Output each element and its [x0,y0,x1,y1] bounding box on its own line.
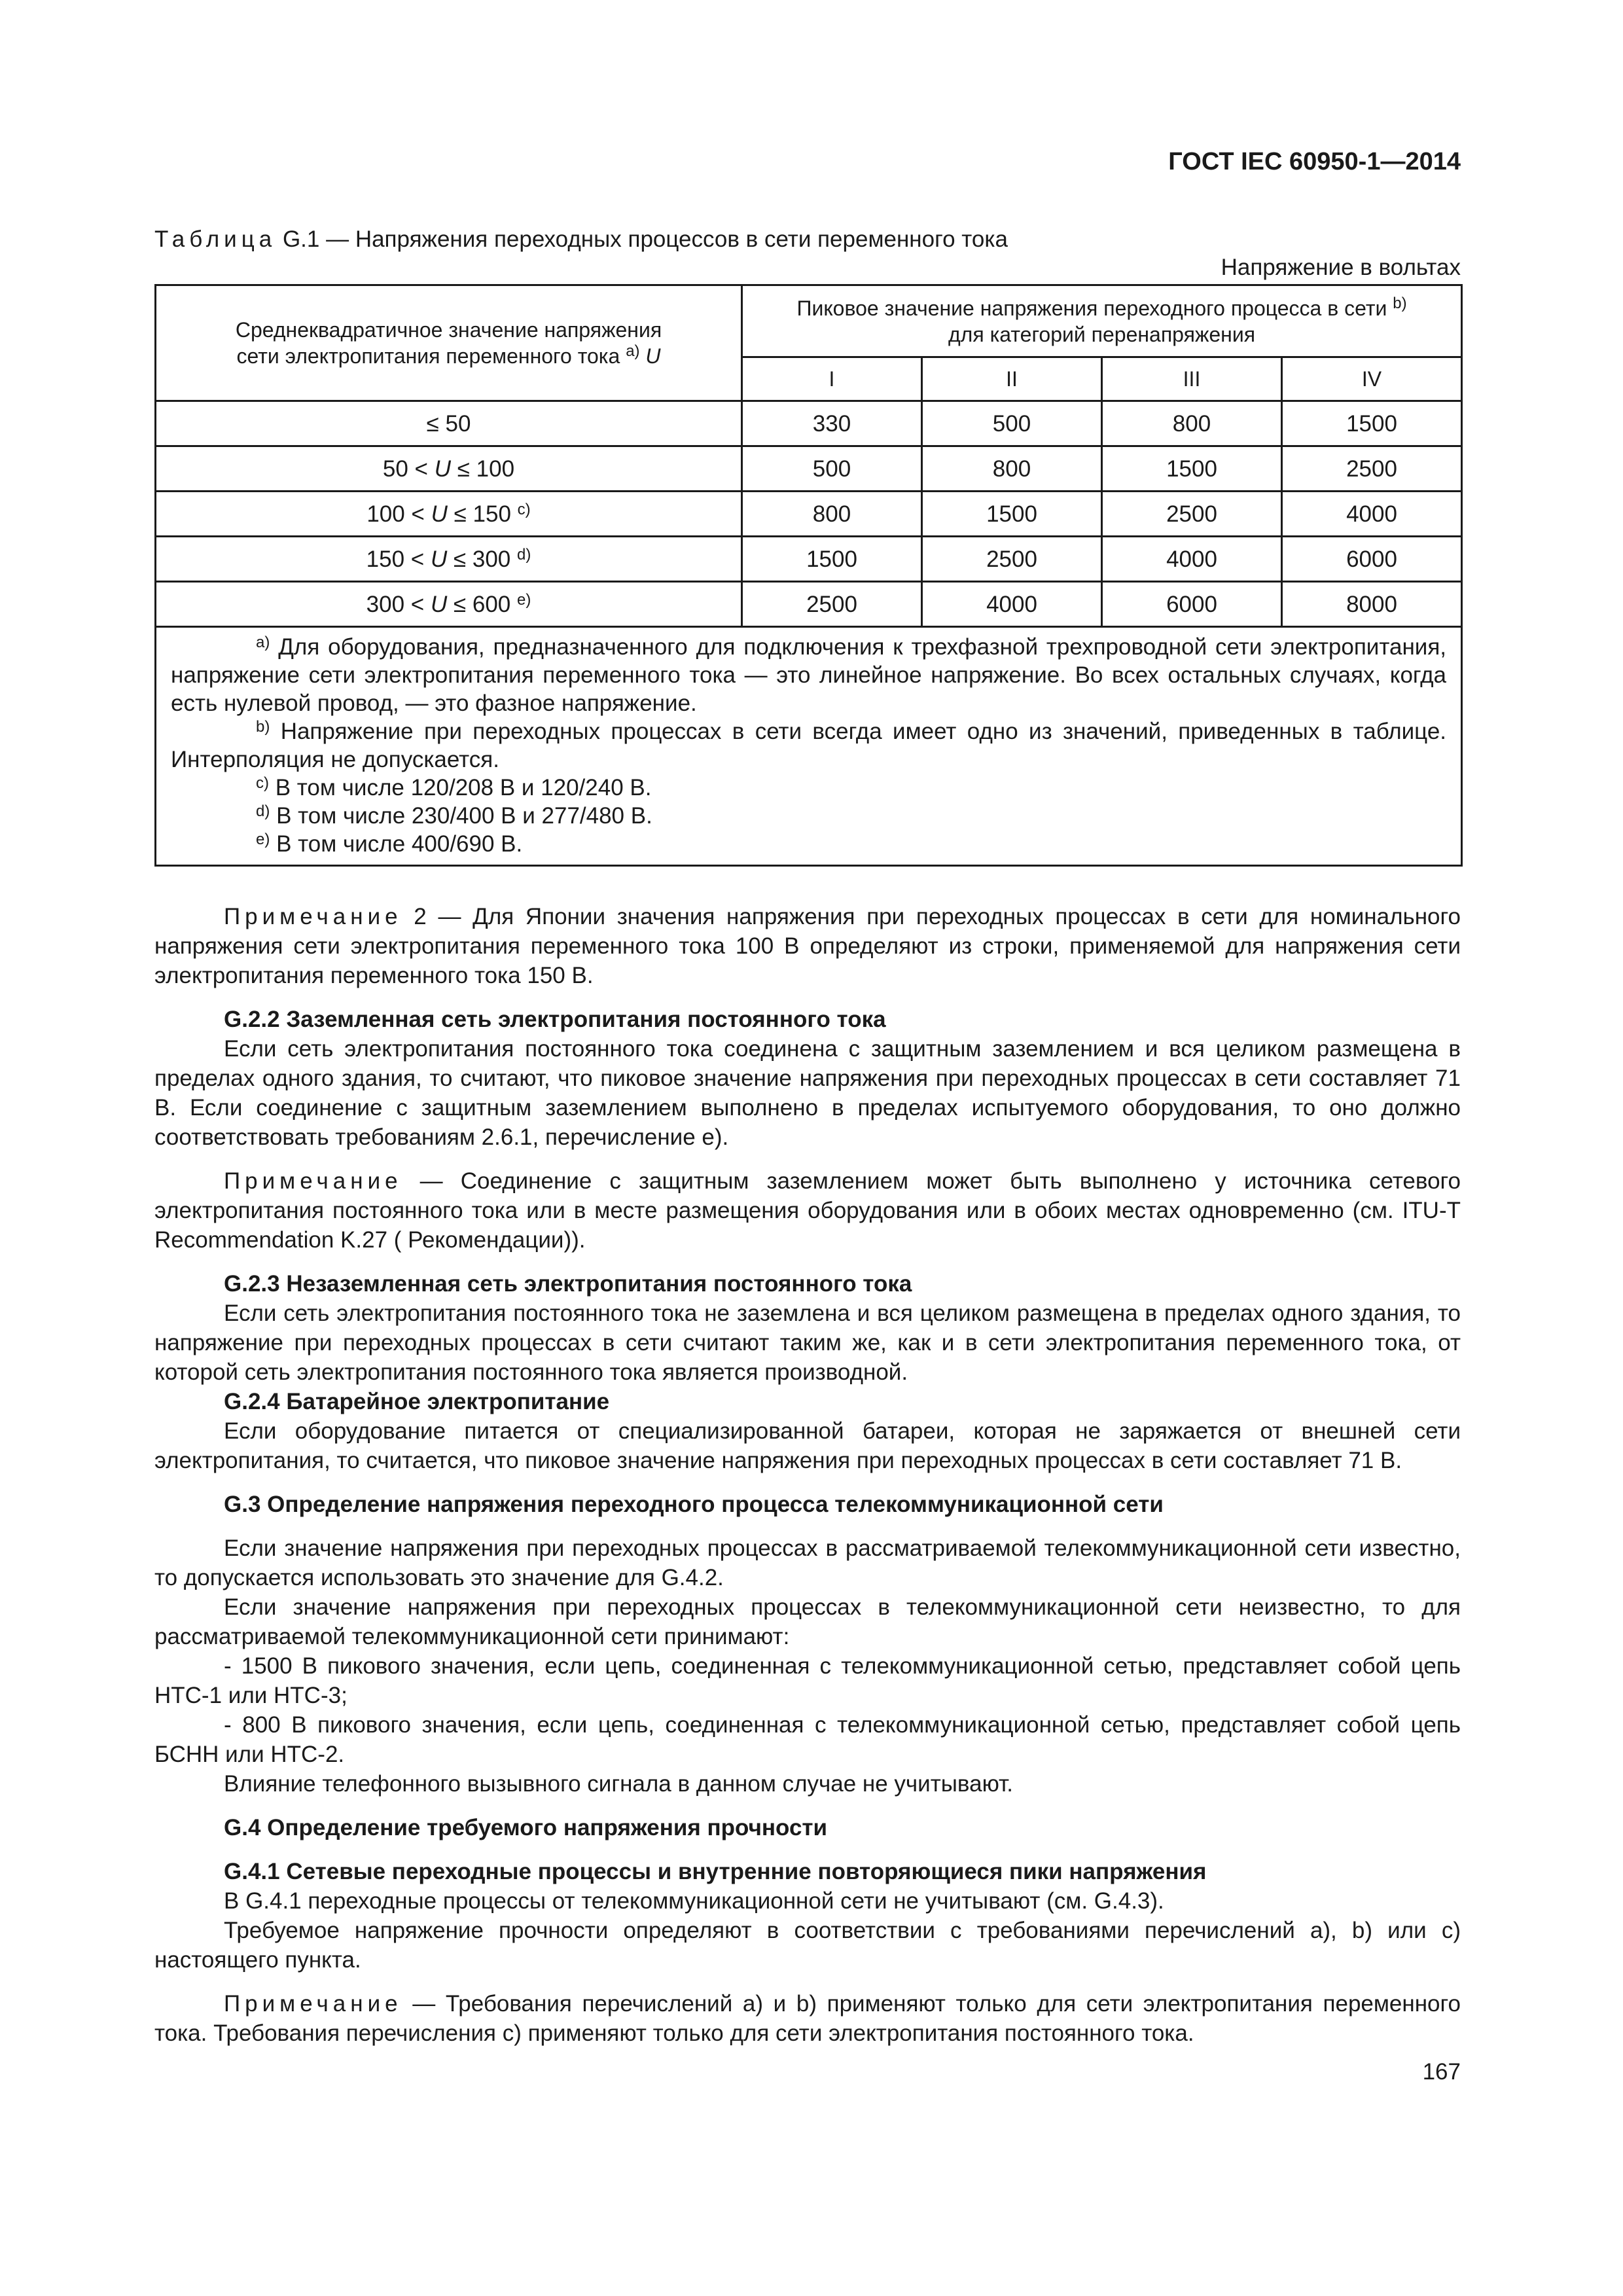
table-row [156,582,1462,627]
footnote-e: $^{e)}$ В том числе 400/690 В. [256,831,523,857]
table-notes-row [156,627,1462,866]
voltage-range-cell: 50 < U ≤ 100 [156,446,742,492]
category-header: II [922,357,1102,401]
value-cell: 6000 [1102,582,1282,627]
value-cell: 330 [742,401,922,446]
section-heading-g41: G.4.1 Сетевые переходные процессы и внутренние повторяющиеся пики напряжения [224,1859,1207,1884]
category-header: III [1102,357,1282,401]
value-cell: 6000 [1282,537,1462,582]
category-header: IV [1282,357,1462,401]
document-body [154,902,1461,2048]
footnote-b: $^{b)}$ Напряжение при переходных процессах в сети всегда имеет одно из значений, приведенных в таблице. Интерполяция не допускается. [171,718,1447,772]
value-cell: 8000 [1282,582,1462,627]
paragraph-g41-1: В G.4.1 переходные процессы от телекоммуникационной сети не учитывают (см. G.4.3). [224,1888,1164,1914]
value-cell: 800 [742,492,922,537]
section-heading-g24: G.2.4 Батарейное электропитание [224,1389,610,1414]
table-row [156,446,1462,492]
page-number: 167 [1422,2059,1461,2085]
paragraph-g22: Если сеть электропитания постоянного тока соединена с защитным заземлением и вся целиком размещена в пределах одного здания, то считают, что пиковое значение напряжения при переходных процессах в сети составляет 71 В. Если соединение с защитным заземлением выполнено в пределах испытуемого оборудования, то оно должно соответствовать требованиям 2.6.1, перечисление е). [154,1036,1461,1150]
paragraph-g41-2: Требуемое напряжение прочности определяют в соответствии с требованиями перечислений а), b) или с) настоящего пункта. [154,1918,1461,1973]
section-heading-g4: G.4 Определение требуемого напряжения прочности [224,1815,828,1840]
note-2: Примечание 2 — Для Японии значения напряжения при переходных процессах в сети для номинального напряжения сети электропитания переменного тока 100 В определяют из строки, применяемой для напряжения сети электропитания переменного тока 150 В. [154,904,1461,988]
footnote-d: $^{d)}$ В том числе 230/400 В и 277/480 В. [256,802,652,829]
table-row [156,492,1462,537]
value-cell: 4000 [922,582,1102,627]
note-g22: Примечание — Соединение с защитным заземлением может быть выполнено у источника сетевого электропитания постоянного тока или в месте размещения оборудования или в обоих местах одновременно (см. ITU-T Recommendation K.27 ( Рекомендации)). [154,1168,1461,1253]
value-cell: 4000 [1282,492,1462,537]
column-header-var: U [645,344,661,368]
table-row [156,537,1462,582]
value-cell: 1500 [742,537,922,582]
table-units: Напряжение в вольтах [1221,255,1461,280]
footnote-ref-a: a) [626,342,640,360]
table-row [156,401,1462,446]
voltage-range-cell: ≤ 50 [156,401,742,446]
column-header-rms-voltage [156,285,742,401]
table-title-text: G.1 — Напряжения переходных процессов в сети переменного тока [276,226,1008,252]
value-cell: 2500 [922,537,1102,582]
voltage-range-cell: 300 < U ≤ 600 $^{e)}$ [156,582,742,627]
column-header-rms-line2: сети электропитания переменного тока [236,344,620,368]
table-title [154,224,1008,254]
footnote-c: $^{c)}$ В том числе 120/208 В и 120/240 В. [256,774,652,800]
table-title-prefix: Таблица [154,226,277,252]
column-header-peak-line1: Пиковое значение напряжения переходного процесса в сети [796,296,1387,320]
list-item-g3-2: - 800 В пикового значения, если цепь, соединенная с телекоммуникационной сетью, представляет собой цепь БСНН или НТС-2. [154,1712,1461,1767]
voltage-range-cell: 150 < U ≤ 300 $^{d)}$ [156,537,742,582]
value-cell: 1500 [1282,401,1462,446]
value-cell: 4000 [1102,537,1282,582]
footnote-a: $^{a)}$ Для оборудования, предназначенного для подключения к трехфазной трехпроводной сети электропитания, напряжение сети электропитания переменного тока — это линейное напряжение. Во всех остальных случаях, когда есть нулевой провод, — это фазное напряжение. [171,634,1447,716]
category-header: I [742,357,922,401]
voltage-table [154,284,1463,867]
value-cell: 500 [922,401,1102,446]
footnote-ref-b: b) [1393,294,1407,312]
value-cell: 800 [922,446,1102,492]
section-heading-g23: G.2.3 Незаземленная сеть электропитания постоянного тока [224,1271,912,1297]
paragraph-g3-2: Если значение напряжения при переходных процессах в телекоммуникационной сети неизвестно, то для рассматриваемой телекоммуникационной сети принимают: [154,1594,1461,1649]
section-heading-g22: G.2.2 Заземленная сеть электропитания постоянного тока [224,1007,886,1032]
voltage-range-cell: 100 < U ≤ 150 $^{c)}$ [156,492,742,537]
value-cell: 2500 [1102,492,1282,537]
column-header-rms-line1: Среднеквадратичное значение напряжения [235,318,662,342]
value-cell: 2500 [742,582,922,627]
value-cell: 1500 [1102,446,1282,492]
value-cell: 500 [742,446,922,492]
value-cell: 800 [1102,401,1282,446]
value-cell: 1500 [922,492,1102,537]
standard-designation: ГОСТ IEC 60950-1—2014 [1168,148,1461,175]
paragraph-g23: Если сеть электропитания постоянного тока не заземлена и вся целиком размещена в пределах одного здания, то напряжение при переходных процессах в сети считают таким же, как и в сети электропитания переменного тока, от которой сеть электропитания постоянного тока является производной. [154,1300,1461,1385]
section-heading-g3: G.3 Определение напряжения переходного процесса телекоммуникационной сети [224,1492,1164,1517]
paragraph-g3-1: Если значение напряжения при переходных процессах в рассматриваемой телекоммуникационной сети известно, то допускается использовать это значение для G.4.2. [154,1535,1461,1590]
paragraph-g24: Если оборудование питается от специализированной батареи, которая не заряжается от внешней сети электропитания, то считается, что пиковое значение напряжения при переходных процессах в сети составляет 71 В. [154,1418,1461,1473]
column-header-peak-line2: для категорий перенапряжения [948,322,1256,346]
value-cell: 2500 [1282,446,1462,492]
list-item-g3-1: - 1500 В пикового значения, если цепь, соединенная с телекоммуникационной сетью, представляет собой цепь НТС-1 или НТС-3; [154,1653,1461,1708]
table-footnotes [156,627,1462,866]
paragraph-g3-3: Влияние телефонного вызывного сигнала в данном случае не учитывают. [224,1771,1013,1797]
column-header-peak-voltage [742,285,1462,357]
note-g41: Примечание — Требования перечислений а) и b) применяют только для сети электропитания переменного тока. Требования перечисления с) применяют только для сети электропитания постоянного тока. [154,1991,1461,2046]
